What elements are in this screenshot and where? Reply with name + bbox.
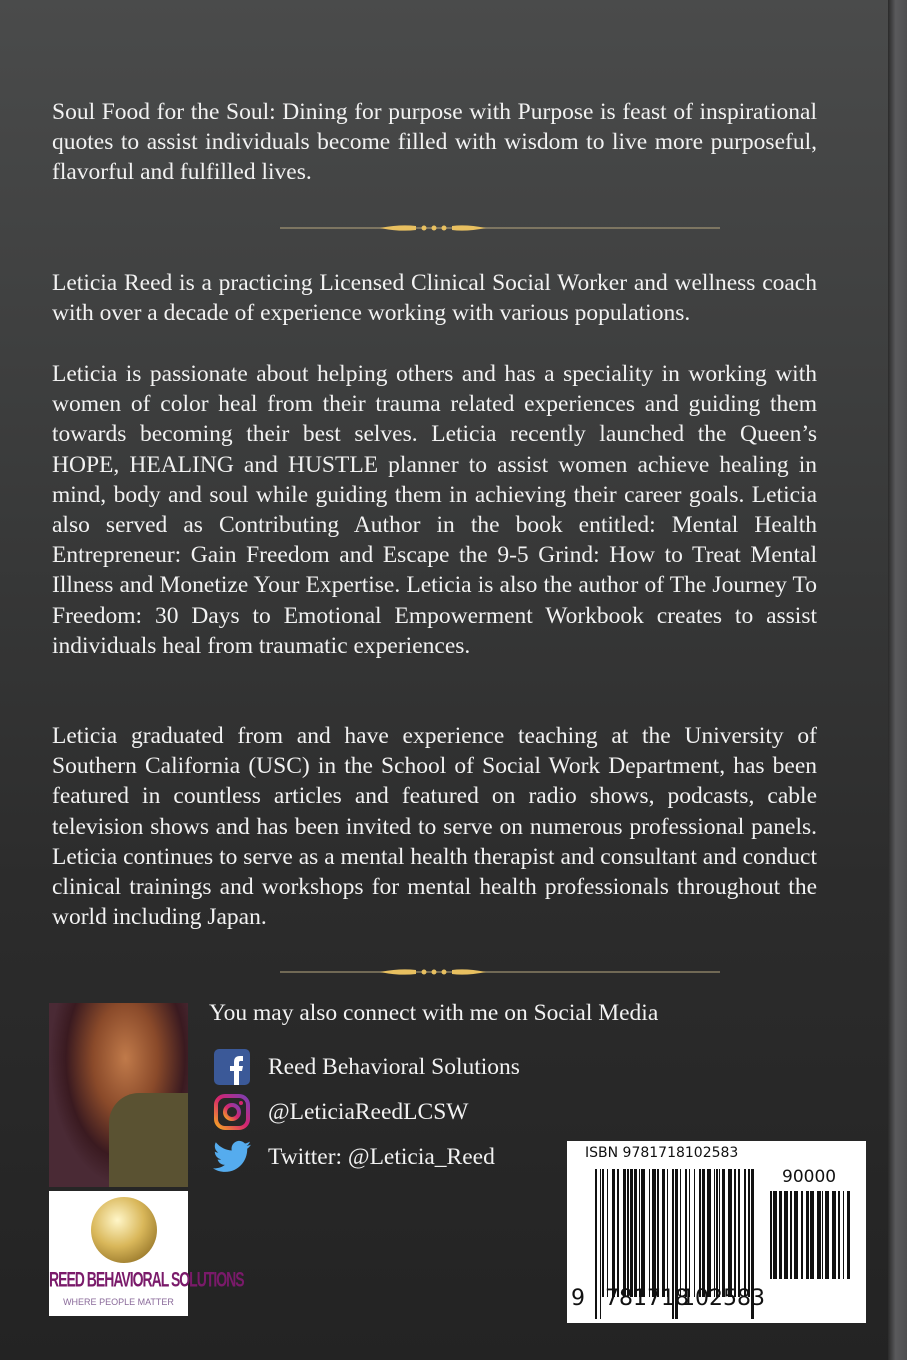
barcode-bar xyxy=(702,1169,705,1297)
isbn-barcode xyxy=(567,1141,866,1323)
book-spine-edge xyxy=(888,0,907,1360)
addon-barcode-bars xyxy=(770,1191,850,1301)
bio-paragraph-2: Leticia is passionate about helping others and has a speciality in working with women of color heal from their trauma related experiences and guiding them towards becoming their best selves. Leticia recently launched the Queen’s HOPE, HEALING and HUSTLE planner to assist women achieve healing in mind, body and soul while guiding them in achieving their career goals. Leticia also served as Contributing Author in the book entitled: Mental Health Entrepreneur: Gain Freedom and Escape the 9-5 Grind: How to Treat Mental Illness and Monetize Your Expertise. Leticia is also the author of The Journey To Freedom: 30 Days to Emotional Empowerment Workbook creates to assist individuals heal from traumatic experiences. xyxy=(52,361,817,659)
barcode-bar xyxy=(657,1169,659,1297)
barcode-bar xyxy=(722,1169,725,1297)
barcode-bar xyxy=(667,1169,668,1297)
author-photo xyxy=(49,1003,188,1187)
barcode-bar xyxy=(595,1169,597,1319)
social-twitter[interactable] xyxy=(213,1138,495,1176)
barcode-bar xyxy=(714,1169,715,1297)
barcode-bar xyxy=(832,1191,836,1279)
barcode-bar xyxy=(843,1191,844,1279)
bio-paragraph-3: Leticia graduated from and have experience teaching at the University of Southern California (USC) in the School of Social Work Department, has been featured in countless articles and featured on radio shows, podcasts, cable television shows and has been invited to serve on numerous professional panels. Leticia continues to serve as a mental health therapist and consultant and conduct clinical trainings and workshops for mental health professionals throughout the world including Japan. xyxy=(52,723,817,931)
ornamental-divider xyxy=(280,223,720,233)
barcode-bar xyxy=(639,1169,640,1297)
social-label: Twitter: @Leticia_Reed xyxy=(268,1143,495,1170)
barcode-bar xyxy=(689,1169,690,1297)
barcode-bar xyxy=(707,1169,711,1297)
ornamental-divider xyxy=(280,967,720,977)
barcode-bar xyxy=(794,1191,798,1279)
barcode-bar xyxy=(602,1169,604,1297)
barcode-bar xyxy=(612,1169,615,1297)
barcode-bar xyxy=(744,1169,746,1297)
facebook-icon xyxy=(213,1048,251,1086)
barcode-bar xyxy=(716,1169,718,1297)
barcode-bar xyxy=(627,1169,629,1297)
barcode-bar xyxy=(652,1169,656,1297)
barcode-bar xyxy=(825,1191,829,1279)
barcode-bar xyxy=(630,1169,633,1297)
barcode-bar xyxy=(748,1169,750,1297)
barcode-bar xyxy=(734,1169,736,1297)
barcode-bar xyxy=(649,1169,650,1297)
barcode-bar xyxy=(680,1169,681,1297)
barcode-bar xyxy=(806,1191,809,1279)
barcode-bar xyxy=(607,1169,608,1297)
barcode-bar xyxy=(847,1191,850,1279)
logo-name: REED BEHAVIORAL SOLUTIONS xyxy=(49,1267,244,1291)
barcode-bar xyxy=(779,1191,782,1279)
barcode-bar xyxy=(738,1169,740,1297)
barcode-bar xyxy=(699,1169,701,1297)
instagram-icon xyxy=(213,1093,251,1131)
barcode-bar xyxy=(838,1191,840,1279)
barcode-digits-left: 781718 xyxy=(605,1286,689,1311)
barcode-bar xyxy=(719,1169,720,1297)
barcode-bar xyxy=(810,1191,814,1279)
barcode-bar xyxy=(634,1169,637,1297)
barcode-bar xyxy=(790,1191,792,1279)
social-instagram[interactable] xyxy=(213,1093,468,1131)
bio-paragraph-1: Leticia Reed is a practicing Licensed Clinical Social Worker and wellness coach with over a decade of experience working with various populations. xyxy=(52,270,817,327)
barcode-bar xyxy=(662,1169,665,1297)
company-logo xyxy=(49,1191,244,1316)
barcode-digits-right: 102583 xyxy=(681,1286,765,1311)
barcode-bar xyxy=(784,1191,788,1279)
barcode-bar xyxy=(685,1169,687,1297)
globe-icon xyxy=(91,1197,157,1263)
connect-heading: You may also connect with me on Social Media xyxy=(209,1000,659,1026)
barcode-bar xyxy=(773,1191,777,1279)
barcode-bar xyxy=(600,1169,601,1319)
barcode-bar xyxy=(822,1191,823,1279)
barcode-bar xyxy=(770,1191,772,1279)
barcode-bar xyxy=(817,1191,821,1279)
barcode-digit-first: 9 xyxy=(571,1286,585,1311)
social-facebook[interactable] xyxy=(213,1048,520,1086)
social-label: @LeticiaReedLCSW xyxy=(268,1098,469,1125)
barcode-bar xyxy=(623,1169,626,1297)
price-addon-code: 90000 xyxy=(782,1167,837,1187)
twitter-icon xyxy=(213,1138,251,1176)
logo-tagline: WHERE PEOPLE MATTER xyxy=(63,1297,174,1307)
barcode-bar xyxy=(694,1169,695,1297)
social-label: Reed Behavioral Solutions xyxy=(268,1053,520,1080)
barcode-bar xyxy=(641,1169,645,1297)
barcode-bar xyxy=(728,1169,732,1297)
barcode-bar xyxy=(801,1191,803,1279)
blurb-paragraph: Soul Food for the Soul: Dining for purpose with Purpose is feast of inspirational quotes to assist individuals become filled with wisdom to live more purposeful, flavorful and fulfilled lives. xyxy=(52,99,817,186)
barcode-bar xyxy=(617,1169,619,1297)
isbn-label: ISBN 9781718102583 xyxy=(585,1145,739,1161)
